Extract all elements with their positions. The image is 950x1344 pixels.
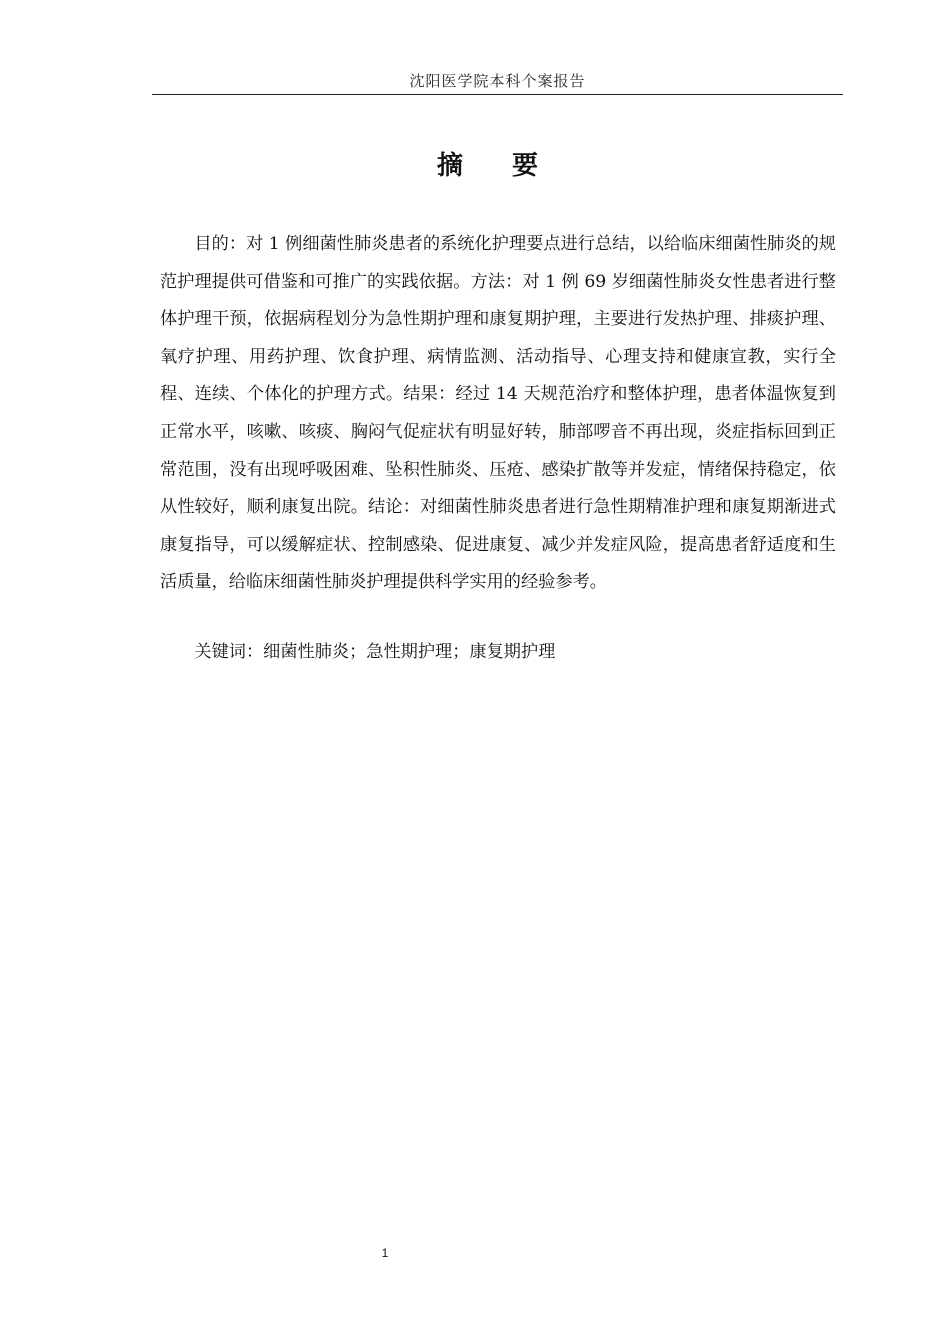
result-label: 结果 xyxy=(403,384,439,405)
objective-label: 目的 xyxy=(194,234,229,254)
method-text: ：对 1 例 69 岁细菌性肺炎女性患者进行整体护理干预，依据病程划分为急性期护理和康复期护理，主要进行发热护理、排痰护理、氧疗护理、用药护理、饮食护理、病情监测、活动指导、心理支持和健康宣教，实行全程、连续、个体化的护理方式。 xyxy=(160,271,836,405)
conclusion-text: ：对细菌性肺炎患者进行急性期精准护理和康复期渐进式康复指导，可以缓解症状、控制感染、促进康复、减少并发症风险，提高患者舒适度和生活质量，给临床细菌性肺炎护理提供科学实用的经验参考。 xyxy=(160,497,836,593)
result-text: ：经过 14 天规范治疗和整体护理，患者体温恢复到正常水平，咳嗽、咳痰、胸闷气促症状有明显好转，肺部啰音不再出现，炎症指标回到正常范围，没有出现呼吸困难、坠积性肺炎、压疮、感染扩散等并发症，情绪保持稳定，依从性较好，顺利康复出院。 xyxy=(160,384,836,518)
method-label: 方法 xyxy=(470,271,506,292)
keywords-line xyxy=(160,634,836,672)
page-number: 1 xyxy=(381,1246,389,1260)
page-header xyxy=(152,68,843,95)
keywords-text: ：细菌性肺炎；急性期护理；康复期护理 xyxy=(245,642,556,662)
keywords-label: 关键词 xyxy=(194,642,246,662)
header-title: 沈阳医学院本科个案报告 xyxy=(409,72,586,90)
conclusion-label: 结论 xyxy=(368,497,403,518)
abstract-paragraph xyxy=(160,226,836,602)
abstract-title: 摘 要 xyxy=(436,151,559,181)
objective-text: ：对 1 例细菌性肺炎患者的系统化护理要点进行总结，以给临床细菌性肺炎的规范护理提供可借鉴和可推广的实践依据。 xyxy=(160,234,836,292)
